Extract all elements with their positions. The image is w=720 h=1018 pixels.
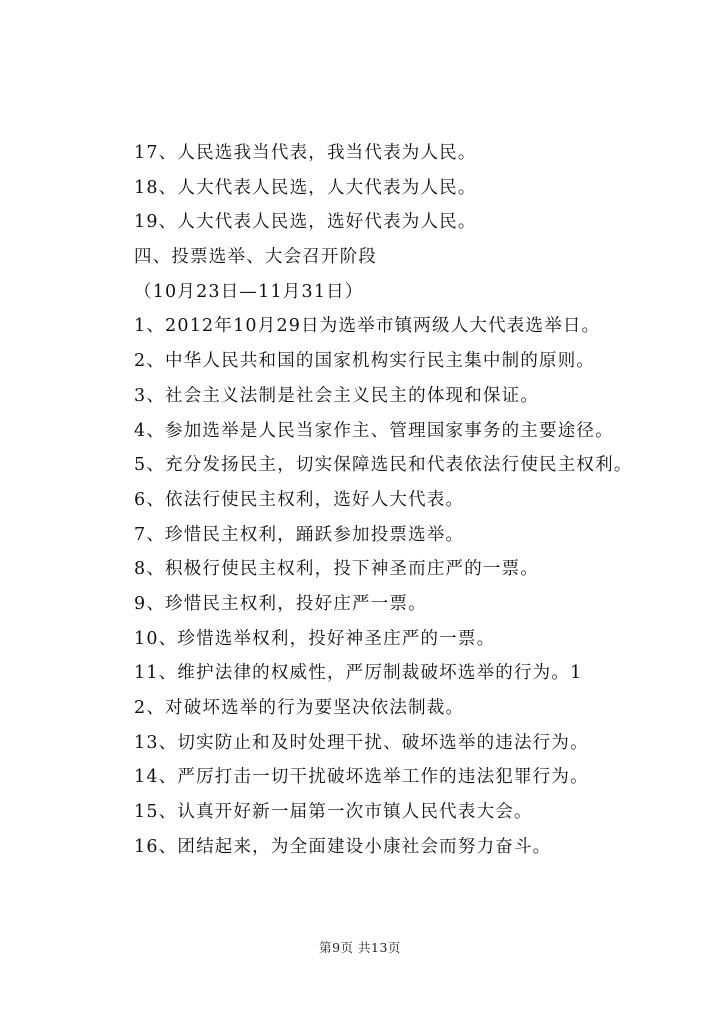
text-line: 10、珍惜选举权利，投好神圣庄严的一票。 [134, 628, 496, 649]
text-line: 1、2012年10月29日为选举市镇两级人大代表选举日。 [134, 316, 601, 337]
text-line: 18、人大代表人民选，人大代表为人民。 [134, 177, 477, 198]
text-line: 3、社会主义法制是社会主义民主的体现和保证。 [134, 385, 540, 406]
text-line: 2、对破坏选举的行为要坚决依法制裁。 [134, 698, 465, 718]
text-line: 11、维护法律的权威性，严厉制裁破坏选举的行为。1 [134, 663, 583, 684]
text-line: 13、切实防止和及时处理干扰、破坏选举的违法行为。 [134, 732, 589, 753]
page-number-footer: 第9页 共13页 [319, 940, 401, 955]
text-line: 14、严厉打击一切干扰破坏选举工作的违法犯罪行为。 [134, 767, 589, 788]
text-line: 17、人民选我当代表，我当代表为人民。 [134, 143, 477, 163]
text-line: 16、团结起来，为全面建设小康社会而努力奋斗。 [134, 836, 552, 857]
text-line: 6、依法行使民主权利，选好人大代表。 [134, 489, 465, 510]
text-line: 19、人大代表人民选，选好代表为人民。 [134, 212, 477, 233]
text-line: 2、中华人民共和国的国家机构实行民主集中制的原则。 [134, 351, 596, 372]
document-body [134, 136, 694, 864]
text-line: 4、参加选举是人民当家作主、管理国家事务的主要途径。 [134, 420, 614, 441]
text-line: 7、珍惜民主权利，踊跃参加投票选举。 [134, 524, 465, 545]
text-line: 15、认真开好新一届第一次市镇人民代表大会。 [134, 802, 533, 823]
text-line: 9、珍惜民主权利，投好庄严一票。 [134, 593, 427, 614]
date-range: （10月23日—11月31日） [134, 281, 364, 302]
text-line: 8、积极行使民主权利，投下神圣而庄严的一票。 [134, 559, 540, 580]
section-heading: 四、投票选举、大会召开阶段 [134, 247, 378, 268]
text-line: 5、充分发扬民主，切实保障选民和代表依法行使民主权利。 [134, 455, 633, 476]
